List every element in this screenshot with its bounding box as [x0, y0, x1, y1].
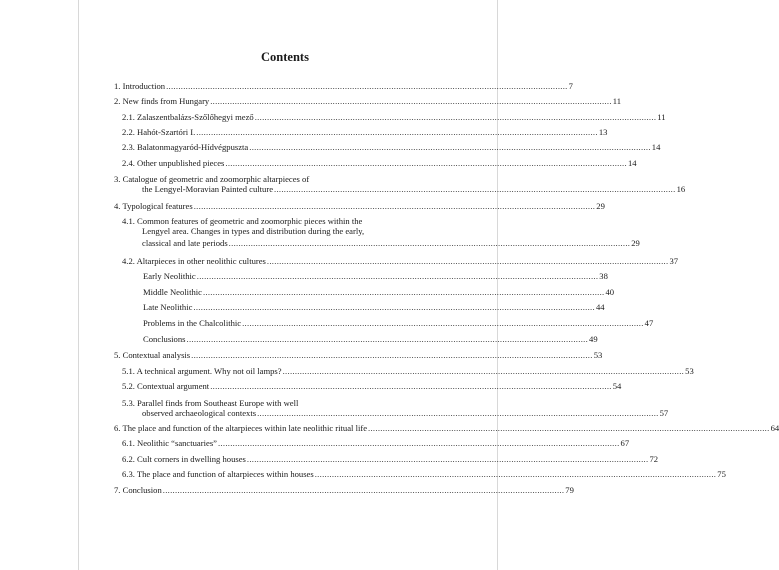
toc-entry-title: 6.3. The place and function of altarpieces within houses [122, 469, 314, 479]
toc-entry-title: 2.3. Balatonmagyaród-Hídvégpuszta [122, 142, 249, 152]
toc-page-number: 64 [770, 423, 779, 433]
toc-page-number: 79 [565, 485, 574, 495]
toc-page-number: 16 [676, 184, 686, 195]
toc-page-number: 29 [631, 237, 640, 248]
toc-leader: .................................................................................................................................................................... [186, 334, 589, 344]
toc-page-number: 37 [669, 256, 679, 266]
toc-entry-title-continued: classical and late periods [142, 237, 228, 248]
toc-entry-6-2[interactable] [122, 454, 659, 464]
toc-leader: .................................................................................................................................................................... [191, 350, 593, 360]
toc-entry-typological[interactable] [114, 201, 605, 211]
toc-page-number: 57 [659, 408, 669, 419]
toc-leader: .................................................................................................................................................................... [246, 454, 649, 464]
toc-page-number: 38 [599, 271, 608, 281]
toc-page-number: 29 [596, 201, 605, 211]
toc-leader: .................................................................................................................................................................... [257, 408, 659, 419]
toc-entry-title: 2.2. Hahót-Szartóri I. [122, 127, 196, 137]
toc-leader: .................................................................................................................................................................... [210, 381, 612, 391]
toc-entry-5-3[interactable] [122, 398, 669, 419]
toc-entry-middle-neolithic[interactable] [143, 287, 615, 297]
toc-entry-place-function[interactable] [114, 423, 779, 433]
toc-entry-catalogue[interactable] [114, 174, 686, 195]
toc-entry-title: 3. Catalogue of geometric and zoomorphic altarpieces of [114, 174, 310, 184]
toc-page-number: 47 [644, 318, 654, 328]
toc-entry-new-finds[interactable] [114, 96, 622, 106]
page-title: Contents [261, 50, 309, 64]
toc-leader: .................................................................................................................................................................... [196, 271, 599, 281]
toc-page-number: 75 [717, 469, 726, 479]
toc-entry-6-3[interactable] [122, 469, 726, 479]
toc-entry-title: 5.3. Parallel finds from Southeast Europe with well [122, 398, 299, 408]
toc-page-number: 13 [598, 127, 608, 137]
toc-entry-conclusion[interactable] [114, 485, 574, 495]
toc-entry-contextual-analysis[interactable] [114, 350, 603, 360]
toc-entry-title: 6.1. Neolithic “sanctuaries” [122, 438, 217, 448]
toc-page-number: 7 [568, 81, 573, 91]
toc-page-number: 14 [627, 158, 637, 168]
toc-entry-title: Middle Neolithic [143, 287, 202, 297]
toc-page-number: 14 [651, 142, 661, 152]
toc-entry-title: Conclusions [143, 334, 186, 344]
toc-entry-4-1[interactable] [122, 216, 640, 248]
toc-page-number: 49 [589, 334, 598, 344]
toc-leader: .................................................................................................................................................................... [266, 256, 669, 266]
toc-page-number: 44 [595, 302, 605, 312]
toc-entry-2-1[interactable] [122, 112, 666, 122]
toc-leader: .................................................................................................................................................................... [282, 366, 685, 376]
toc-entry-title: 5.1. A technical argument. Why not oil lamps? [122, 366, 282, 376]
toc-page-number: 40 [605, 287, 615, 297]
toc-entry-conclusions[interactable] [143, 334, 598, 344]
toc-entry-title: 4.2. Altarpieces in other neolithic cultures [122, 256, 266, 266]
toc-entry-title-continued: the Lengyel-Moravian Painted culture [142, 184, 274, 195]
toc-leader: .................................................................................................................................................................... [225, 158, 627, 168]
toc-leader: .................................................................................................................................................................... [202, 287, 605, 297]
toc-entry-title: 2.4. Other unpublished pieces [122, 158, 225, 168]
toc-leader: .................................................................................................................................................................... [166, 81, 568, 91]
toc-page-number: 53 [593, 350, 603, 360]
toc-leader: .................................................................................................................................................................... [242, 318, 644, 328]
toc-leader: .................................................................................................................................................................... [217, 438, 620, 448]
toc-entry-title: 2. New finds from Hungary [114, 96, 210, 106]
toc-leader: .................................................................................................................................................................... [196, 127, 598, 137]
toc-leader: .................................................................................................................................................................... [193, 201, 596, 211]
toc-entry-title: 4.1. Common features of geometric and zoomorphic pieces within the [122, 216, 363, 226]
toc-entry-title-continued: observed archaeological contexts [142, 408, 257, 419]
toc-entry-title: 2.1. Zalaszentbalázs-Szőlőhegyi mező [122, 112, 254, 122]
toc-entry-title-continued: Lengyel area. Changes in types and distribution during the early, [142, 226, 365, 237]
toc-page-number: 67 [620, 438, 630, 448]
toc-entry-title: 7. Conclusion [114, 485, 162, 495]
toc-entry-title: 6. The place and function of the altarpieces within late neolithic ritual life [114, 423, 368, 433]
toc-entry-title: 4. Typological features [114, 201, 193, 211]
toc-leader: .................................................................................................................................................................... [162, 485, 565, 495]
toc-leader: .................................................................................................................................................................... [193, 302, 595, 312]
toc-entry-title: 6.2. Cult corners in dwelling houses [122, 454, 246, 464]
toc-leader: .................................................................................................................................................................... [368, 423, 770, 433]
toc-entry-title: Early Neolithic [143, 271, 196, 281]
toc-leader: .................................................................................................................................................................... [274, 184, 676, 195]
toc-leader: .................................................................................................................................................................... [228, 237, 631, 248]
toc-entry-chalcolithic[interactable] [143, 318, 654, 328]
toc-page-number: 72 [649, 454, 659, 464]
toc-leader: .................................................................................................................................................................... [249, 142, 651, 152]
toc-entry-6-1[interactable] [122, 438, 630, 448]
toc-page-number: 11 [657, 112, 666, 122]
toc-leader: .................................................................................................................................................................... [254, 112, 657, 122]
toc-page-number: 54 [612, 381, 622, 391]
toc-entry-2-3[interactable] [122, 142, 661, 152]
toc-page-number: 11 [612, 96, 622, 106]
toc-entry-title: 1. Introduction [114, 81, 166, 91]
toc-entry-5-2[interactable] [122, 381, 622, 391]
toc-leader: .................................................................................................................................................................... [314, 469, 717, 479]
toc-entry-early-neolithic[interactable] [143, 271, 608, 281]
toc-page-number: 53 [685, 366, 694, 376]
toc-entry-5-1[interactable] [122, 366, 694, 376]
toc-entry-title: Late Neolithic [143, 302, 193, 312]
toc-entry-4-2[interactable] [122, 256, 679, 266]
toc-entry-title: Problems in the Chalcolithic [143, 318, 242, 328]
toc-leader: .................................................................................................................................................................... [210, 96, 612, 106]
toc-entry-2-4[interactable] [122, 158, 637, 168]
toc-entry-2-2[interactable] [122, 127, 608, 137]
toc-entry-introduction[interactable] [114, 81, 573, 91]
toc-entry-title: 5.2. Contextual argument [122, 381, 210, 391]
toc-entry-title: 5. Contextual analysis [114, 350, 191, 360]
toc-entry-late-neolithic[interactable] [143, 302, 605, 312]
